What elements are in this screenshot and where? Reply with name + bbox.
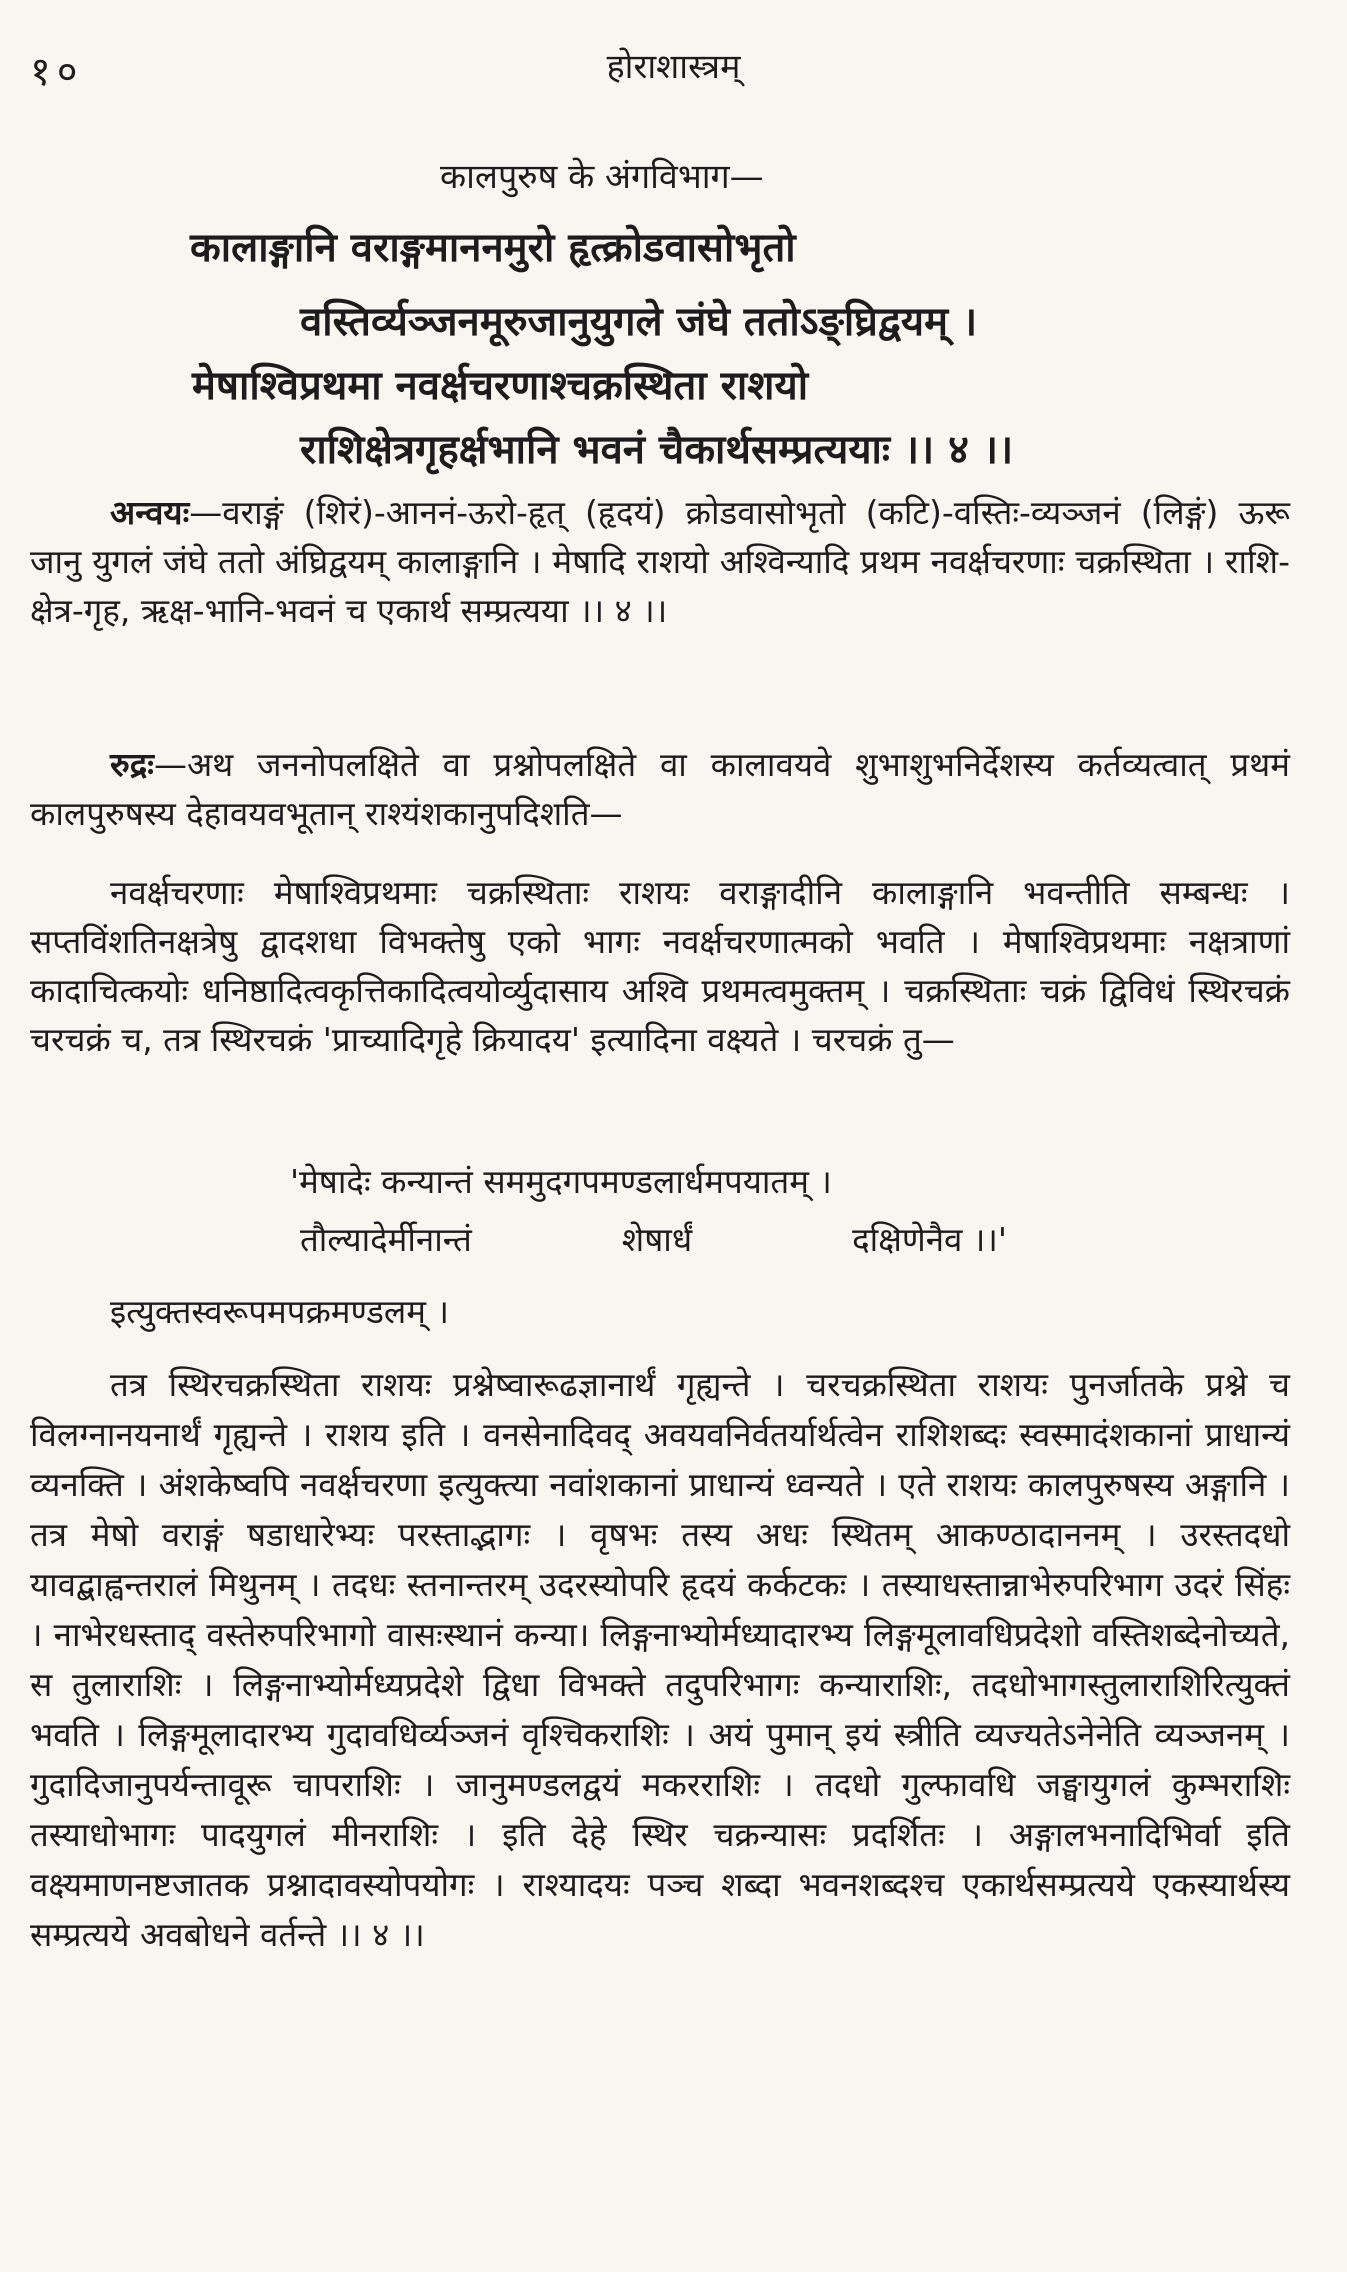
- running-title: होराशास्त्रम्: [606, 47, 741, 87]
- quote-line-2-part-2: शेषार्धं: [621, 1220, 693, 1259]
- quote-line-2-part-3: दक्षिणेनैव ।।': [852, 1220, 1007, 1259]
- quote-line-2-part-1: तौल्यादेर्मीनान्तं: [300, 1220, 472, 1259]
- quote-line-1: 'मेषादेः कन्यान्तं सममुदगपमण्डलार्धमपयातम् ।: [290, 1162, 832, 1201]
- verse-line-4: राशिक्षेत्रगृहर्क्षभानि भवनं चैकार्थसम्प्रत्ययाः ।। ४ ।।: [300, 427, 1014, 473]
- anvaya-label: अन्वयः: [110, 493, 190, 532]
- verse-line-2: वस्तिर्व्यञ्जनमूरुजानुयुगले जंघे ततोऽङ्घ्रिद्वयम् ।: [300, 299, 978, 345]
- quote-line-2: [300, 1216, 1007, 1261]
- page-number: १०: [30, 49, 84, 95]
- anvaya-text: —वराङ्गं (शिरं)-आननं-ऊरो-हृत् (हृदयं) क्रोडवासोभृतो (कटि)-वस्तिः-व्यञ्जनं (लिङ्गं) ऊरू जानु युगलं जंघे ततो अंघ्रिद्वयम् कालाङ्गानि । मेषादि राशयो अश्विन्यादि प्रथम नवर्क्षचरणाः चक्रस्थिता । राशि-क्षेत्र-गृह, ऋक्ष-भानि-भवनं च एकार्थ सम्प्रत्यया ।। ४ ।।: [30, 493, 1290, 630]
- rudra-label: रुद्रः: [110, 745, 154, 784]
- commentary-1-text: नवर्क्षचरणाः मेषाश्विप्रथमाः चक्रस्थिताः राशयः वराङ्गादीनि कालाङ्गानि भवन्तीति सम्बन्धः । सप्तविंशतिनक्षत्रेषु द्वादशधा विभक्तेषु एको भागः नवर्क्षचरणात्मको भवति । मेषाश्विप्रथमाः नक्षत्राणां कादाचित्कयोः धनिष्ठादित्वकृत्तिकादित्वयोर्व्युदासाय अश्वि प्रथमत्वमुक्तम् । चक्रस्थिताः चक्रं द्विविधं स्थिरचक्रं चरचक्रं च, तत्र स्थिरचक्रं 'प्राच्यादिगृहे क्रियादय' इत्यादिना वक्ष्यते । चरचक्रं तु—: [30, 873, 1290, 1059]
- rudra-paragraph: [30, 740, 1290, 838]
- verse-line-3: मेषाश्विप्रथमा नवर्क्षचरणाश्चक्रस्थिता राशयो: [192, 363, 809, 409]
- commentary-paragraph-1: [30, 868, 1290, 1064]
- rudra-text: —अथ जननोपलक्षिते वा प्रश्नोपलक्षिते वा कालावयवे शुभाशुभनिर्देशस्य कर्तव्यत्वात् प्रथमं कालपुरुषस्य देहावयवभूतान् राश्यंशकानुपदिशति—: [30, 745, 1290, 833]
- verse-line-1: कालाङ्गानि वराङ्गमाननमुरो हृत्क्रोडवासोभृतो: [190, 225, 796, 271]
- page-header: [0, 42, 1347, 102]
- ityukta-line: इत्युक्तस्वरूपमपक्रमण्डलम् ।: [110, 1292, 449, 1331]
- commentary-paragraph-2: [30, 1360, 1290, 1960]
- anvaya-paragraph: [30, 488, 1290, 635]
- commentary-2-text: तत्र स्थिरचक्रस्थिता राशयः प्रश्नेष्वारूढज्ञानार्थं गृह्यन्ते । चरचक्रस्थिता राशयः पुनर्जातके प्रश्ने च विलग्नानयनार्थं गृह्यन्ते । राशय इति । वनसेनादिवद् अवयवनिर्वतर्यार्थत्वेन राशिशब्दः स्वस्मादंशकानां प्राधान्यं व्यनक्ति । अंशकेष्वपि नवर्क्षचरणा इत्युक्त्या नवांशकानां प्राधान्यं ध्वन्यते । एते राशयः कालपुरुषस्य अङ्गानि । तत्र मेषो वराङ्गं षडाधारेभ्यः परस्ताद्भागः । वृषभः तस्य अधः स्थितम् आकण्ठादाननम् । उरस्तदधो यावद्बाह्वन्तरालं मिथुनम् । तदधः स्तनान्तरम् उदरस्योपरि हृदयं कर्कटकः । तस्याधस्तान्नाभेरुपरिभाग उदरं सिंहः । नाभेरधस्ताद् वस्तेरुपरिभागो वासःस्थानं कन्या। लिङ्गनाभ्योर्मध्यादारभ्य लिङ्गमूलावधिप्रदेशो वस्तिशब्देनोच्यते, स तुलाराशिः । लिङ्गनाभ्योर्मध्यप्रदेशे द्विधा विभक्ते तदुपरिभागः कन्याराशिः, तदधोभागस्तुलाराशिरित्युक्तं भवति । लिङ्गमूलादारभ्य गुदावधिर्व्यञ्जनं वृश्चिकराशिः । अयं पुमान् इयं स्त्रीति व्यज्यतेऽनेनेति व्यञ्जनम् । गुदादिजानुपर्यन्तावूरू चापराशिः । जानुमण्डलद्वयं मकरराशिः । तदधो गुल्फावधि जङ्घायुगलं कुम्भराशिः तस्याधोभागः पादयुगलं मीनराशिः । इति देहे स्थिर चक्रन्यासः प्रदर्शितः । अङ्गालभनादिभिर्वा इति वक्ष्यमाणनष्टजातक प्रश्नादावस्योपयोगः । राश्यादयः पञ्च शब्दा भवनशब्दश्च एकार्थसम्प्रत्यये एकस्यार्थस्य सम्प्रत्यये अवबोधने वर्तन्ते ।। ४ ।।: [30, 1365, 1290, 1954]
- section-heading: कालपुरुष के अंगविभाग—: [440, 157, 764, 197]
